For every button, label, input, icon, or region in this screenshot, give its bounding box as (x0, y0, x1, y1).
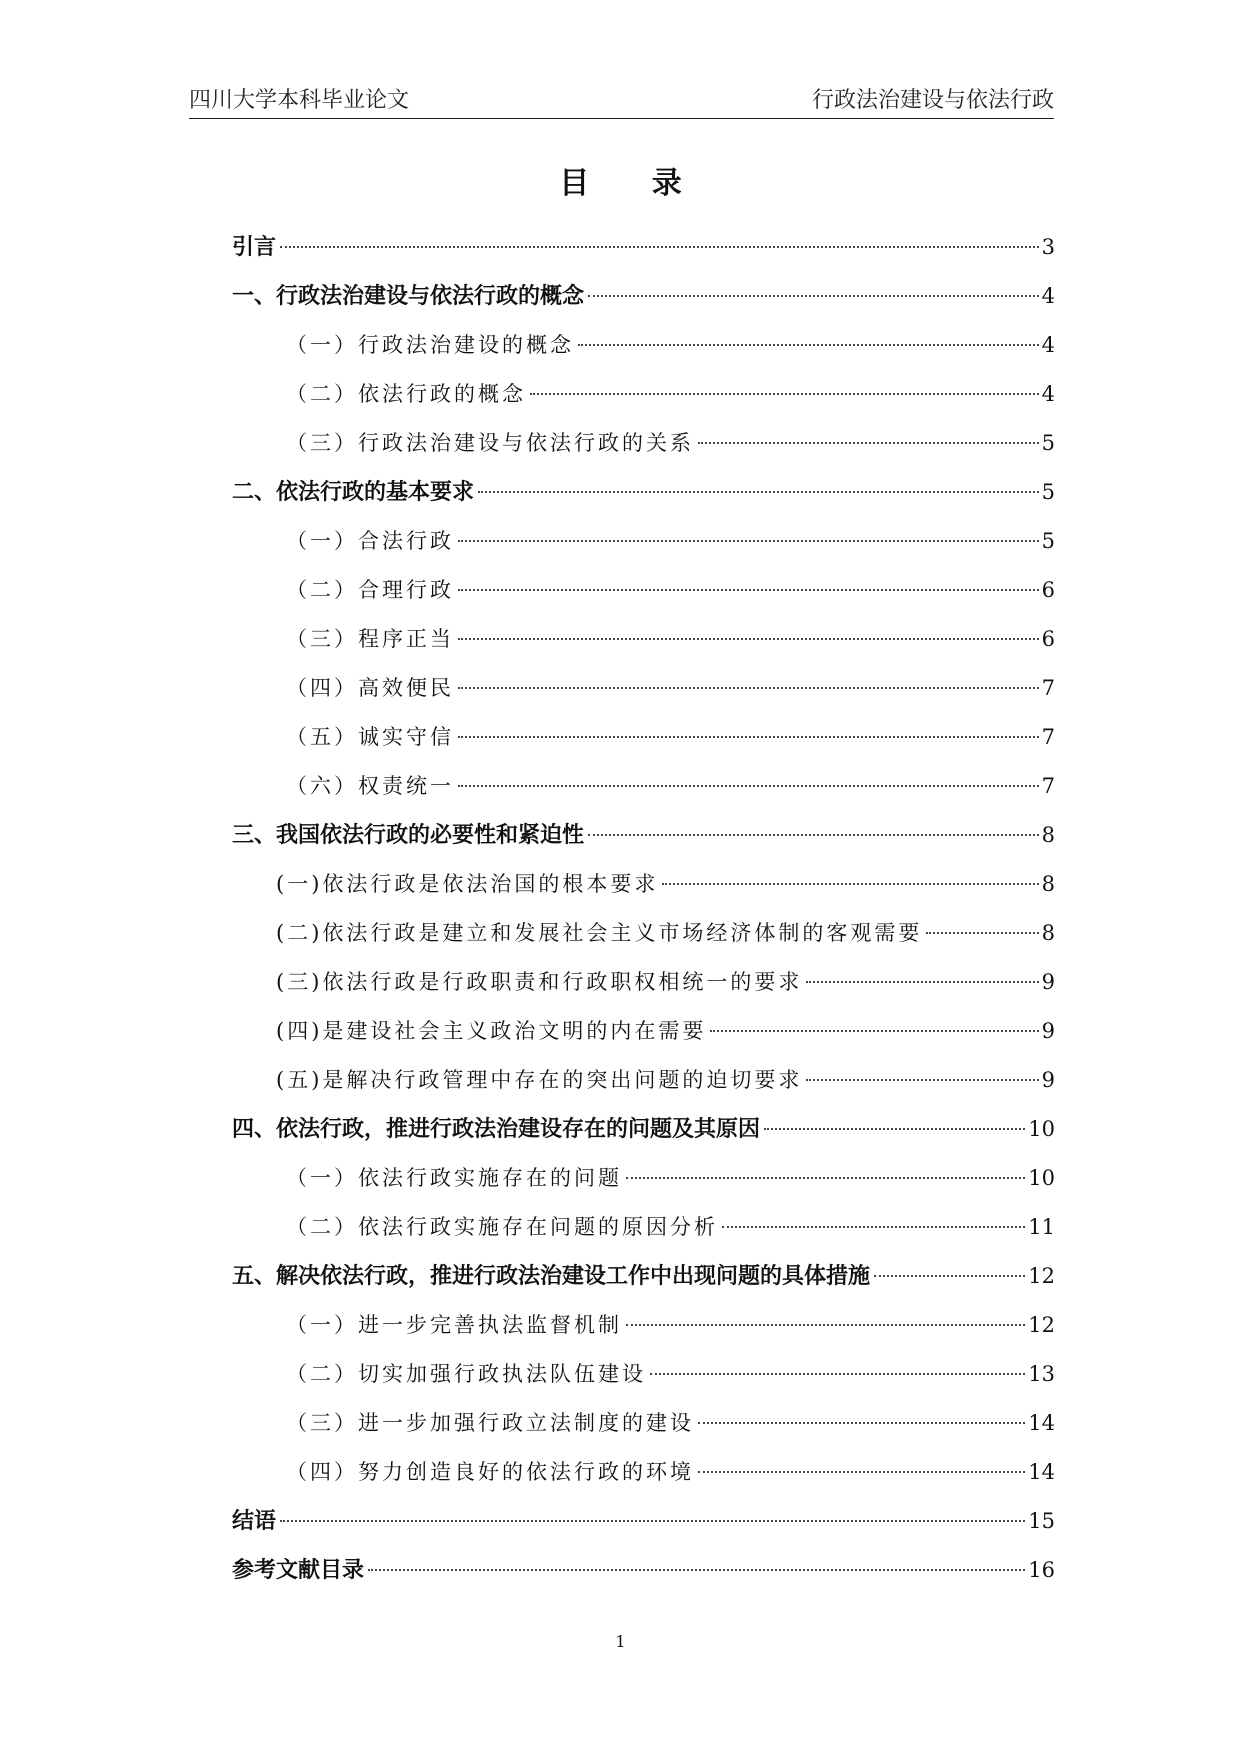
toc-entry-label: （四）高效便民 (286, 676, 454, 700)
toc-entry-label: 引言 (232, 235, 277, 260)
header-right-text: 行政法治建设与依法行政 (811, 88, 1054, 113)
toc-entry-label: 三、我国依法行政的必要性和紧迫性 (232, 823, 585, 848)
toc-entry-page: 11 (1028, 1215, 1055, 1239)
toc-entry-page: 6 (1041, 578, 1055, 602)
toc-entry-label: （五）诚实守信 (286, 725, 454, 749)
page-number: 1 (615, 1632, 626, 1651)
toc-dot-leader (626, 1324, 1025, 1326)
toc-entry[interactable] (232, 1350, 1055, 1399)
toc-entry-page: 8 (1041, 823, 1055, 847)
toc-entry-page: 8 (1041, 921, 1055, 945)
toc-entry-page: 3 (1041, 235, 1055, 259)
toc-entry-page: 4 (1041, 382, 1055, 406)
toc-dot-leader (458, 687, 1039, 689)
toc-dot-leader (722, 1226, 1025, 1228)
toc-entry-page: 5 (1041, 529, 1055, 553)
toc-entry-label: 二、依法行政的基本要求 (232, 480, 475, 505)
toc-entry-label: （一）依法行政实施存在的问题 (286, 1166, 622, 1190)
toc-entry-page: 7 (1041, 676, 1055, 700)
toc-entry-label: （一）进一步完善执法监督机制 (286, 1313, 622, 1337)
toc-entry[interactable] (232, 1105, 1055, 1154)
page-header (189, 86, 1054, 119)
toc-entry[interactable] (232, 909, 1055, 958)
toc-entry-page: 13 (1028, 1362, 1055, 1386)
toc-dot-leader (698, 1422, 1025, 1424)
toc-entry[interactable] (232, 762, 1055, 811)
toc-entry-page: 10 (1028, 1166, 1055, 1190)
toc-dot-leader (588, 834, 1039, 836)
toc-dot-leader (764, 1128, 1025, 1130)
toc-dot-leader (662, 883, 1038, 885)
toc-dot-leader (806, 1079, 1038, 1081)
toc-entry-label: （二）合理行政 (286, 578, 454, 602)
toc-entry[interactable] (232, 713, 1055, 762)
toc-dot-leader (458, 540, 1039, 542)
toc-dot-leader (280, 246, 1039, 248)
header-left-text: 四川大学本科毕业论文 (189, 88, 410, 113)
toc-entry-page: 5 (1041, 431, 1055, 455)
toc-entry[interactable] (232, 321, 1055, 370)
table-of-contents (232, 223, 1055, 1595)
toc-entry[interactable] (232, 1448, 1055, 1497)
toc-entry-page: 14 (1028, 1411, 1055, 1435)
toc-dot-leader (280, 1520, 1025, 1522)
toc-entry-label: （六）权责统一 (286, 774, 454, 798)
toc-dot-leader (458, 589, 1039, 591)
toc-entry[interactable] (232, 566, 1055, 615)
toc-entry-page: 12 (1028, 1264, 1055, 1288)
toc-entry-label: 四、依法行政，推进行政法治建设存在的问题及其原因 (232, 1117, 761, 1142)
toc-title: 目 录 (559, 166, 708, 201)
toc-entry[interactable] (232, 1497, 1055, 1546)
toc-entry-page: 7 (1041, 725, 1055, 749)
toc-entry[interactable] (232, 1399, 1055, 1448)
toc-entry-page: 6 (1041, 627, 1055, 651)
toc-entry-label: (一)依法行政是依法治国的根本要求 (276, 872, 659, 896)
toc-entry[interactable] (232, 272, 1055, 321)
toc-entry-page: 12 (1028, 1313, 1055, 1337)
toc-entry[interactable] (232, 419, 1055, 468)
toc-entry-label: 结语 (232, 1509, 277, 1534)
toc-dot-leader (926, 932, 1038, 934)
toc-entry-page: 14 (1028, 1460, 1055, 1484)
toc-entry[interactable] (232, 370, 1055, 419)
toc-dot-leader (458, 638, 1039, 640)
toc-entry-label: （一）合法行政 (286, 529, 454, 553)
toc-entry-label: 五、解决依法行政，推进行政法治建设工作中出现问题的具体措施 (232, 1264, 871, 1289)
toc-entry[interactable] (232, 860, 1055, 909)
toc-entry-page: 9 (1041, 970, 1055, 994)
toc-entry[interactable] (232, 1203, 1055, 1252)
toc-entry-label: （三）进一步加强行政立法制度的建设 (286, 1411, 694, 1435)
toc-dot-leader (710, 1030, 1038, 1032)
toc-dot-leader (458, 736, 1039, 738)
toc-entry-page: 15 (1028, 1509, 1055, 1533)
toc-entry-label: 参考文献目录 (232, 1558, 365, 1583)
toc-dot-leader (368, 1569, 1025, 1571)
toc-entry-label: （三）程序正当 (286, 627, 454, 651)
toc-entry[interactable] (232, 1301, 1055, 1350)
toc-entry[interactable] (232, 223, 1055, 272)
toc-entry-page: 7 (1041, 774, 1055, 798)
toc-entry-label: (三)依法行政是行政职责和行政职权相统一的要求 (276, 970, 803, 994)
toc-dot-leader (806, 981, 1038, 983)
toc-dot-leader (698, 442, 1039, 444)
toc-dot-leader (698, 1471, 1025, 1473)
toc-entry[interactable] (232, 1007, 1055, 1056)
toc-dot-leader (530, 393, 1039, 395)
toc-entry-page: 10 (1028, 1117, 1055, 1141)
toc-entry-page: 5 (1041, 480, 1055, 504)
toc-entry-label: (五)是解决行政管理中存在的突出问题的迫切要求 (276, 1068, 803, 1092)
toc-entry[interactable] (232, 664, 1055, 713)
toc-entry-page: 4 (1041, 284, 1055, 308)
toc-entry[interactable] (232, 1546, 1055, 1595)
toc-entry-page: 4 (1041, 333, 1055, 357)
toc-dot-leader (588, 295, 1039, 297)
toc-entry-label: （二）依法行政实施存在问题的原因分析 (286, 1215, 718, 1239)
toc-entry[interactable] (232, 517, 1055, 566)
toc-entry-label: 一、行政法治建设与依法行政的概念 (232, 284, 585, 309)
toc-dot-leader (650, 1373, 1025, 1375)
toc-entry[interactable] (232, 1056, 1055, 1105)
toc-entry[interactable] (232, 1154, 1055, 1203)
toc-dot-leader (458, 785, 1039, 787)
toc-entry-page: 16 (1028, 1558, 1055, 1582)
toc-dot-leader (626, 1177, 1025, 1179)
toc-entry-label: (四)是建设社会主义政治文明的内在需要 (276, 1019, 707, 1043)
toc-entry-label: （四）努力创造良好的依法行政的环境 (286, 1460, 694, 1484)
toc-entry-label: (二)依法行政是建立和发展社会主义市场经济体制的客观需要 (276, 921, 923, 945)
toc-entry[interactable] (232, 1252, 1055, 1301)
toc-entry[interactable] (232, 468, 1055, 517)
toc-entry-label: （一）行政法治建设的概念 (286, 333, 574, 357)
toc-dot-leader (578, 344, 1039, 346)
toc-entry[interactable] (232, 811, 1055, 860)
toc-entry-page: 9 (1041, 1068, 1055, 1092)
toc-dot-leader (874, 1275, 1025, 1277)
toc-entry[interactable] (232, 958, 1055, 1007)
toc-entry-page: 9 (1041, 1019, 1055, 1043)
toc-entry-page: 8 (1041, 872, 1055, 896)
toc-dot-leader (478, 491, 1039, 493)
toc-entry-label: （二）依法行政的概念 (286, 382, 526, 406)
toc-entry[interactable] (232, 615, 1055, 664)
toc-entry-label: （二）切实加强行政执法队伍建设 (286, 1362, 646, 1386)
toc-entry-label: （三）行政法治建设与依法行政的关系 (286, 431, 694, 455)
